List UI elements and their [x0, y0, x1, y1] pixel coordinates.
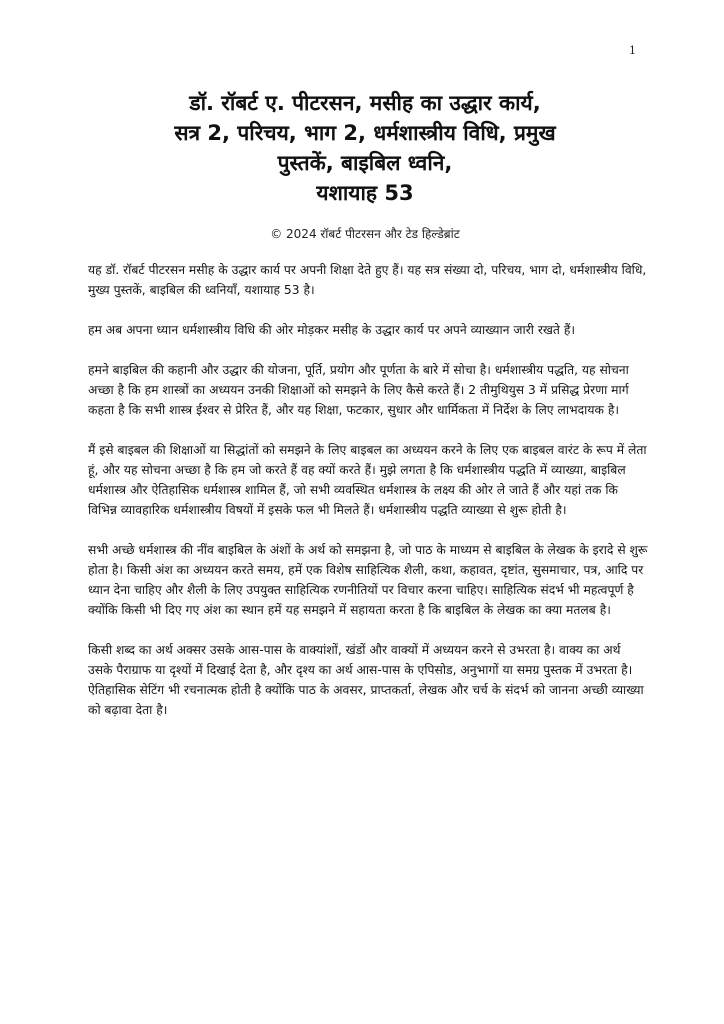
paragraph: यह डॉ. रॉबर्ट पीटरसन मसीह के उद्धार कार्य पर अपनी शिक्षा देते हुए हैं। यह सत्र संख्या दो, परिचय, भाग दो, धर्मशास्त्रीय विधि, मुख्य पुस्तकें, बाइबिल की ध्वनियाँ, यशायाह 53 है।: [88, 263, 647, 297]
title-line: पुस्तकें, बाइबिल ध्वनि,: [277, 151, 453, 175]
title-line: डॉ. रॉबर्ट ए. पीटरसन, मसीह का उद्धार कार्य,: [189, 91, 541, 115]
paragraph: मैं इसे बाइबल की शिक्षाओं या सिद्धांतों को समझने के लिए बाइबल का अध्ययन करने के लिए एक बाइबल वारंट के रूप में लेता हूं, और यह सोचना अच्छा है कि हम जो करते हैं वह क्यों करते हैं। मुझे लगता है कि धर्मशास्त्रीय पद्धति में व्याख्या, बाइबिल धर्मशास्त्र और ऐतिहासिक धर्मशास्त्र शामिल हैं, जो सभी व्यवस्थित धर्मशास्त्र के लक्ष्य की ओर ले जाते हैं और यहां तक कि विभिन्न व्यावहारिक धर्मशास्त्रीय विषयों में इसके फल भी मिलते हैं। धर्मशास्त्रीय पद्धति व्याख्या से शुरू होती है।: [88, 443, 647, 517]
document-title: [60, 88, 670, 208]
paragraph: हमने बाइबिल की कहानी और उद्धार की योजना, पूर्ति, प्रयोग और पूर्णता के बारे में सोचा है। धर्मशास्त्रीय पद्धति, यह सोचना अच्छा है कि हम शास्त्रों का अध्ययन उनकी शिक्षाओं को समझने के लिए कैसे करते हैं। 2 तीमुथियुस 3 में प्रसिद्ध प्रेरणा मार्ग कहता है कि सभी शास्त्र ईश्वर से प्रेरित हैं, और यह शिक्षा, फटकार, सुधार और धार्मिकता में निर्देश के लिए लाभदायक है।: [88, 363, 629, 417]
title-line: यशायाह 53: [316, 181, 414, 205]
title-line: सत्र 2, परिचय, भाग 2, धर्मशास्त्रीय विधि, प्रमुख: [174, 121, 556, 145]
paragraph: सभी अच्छे धर्मशास्त्र की नींव बाइबिल के अंशों के अर्थ को समझना है, जो पाठ के माध्यम से बाइबिल के लेखक के इरादे से शुरू होता है। किसी अंश का अध्ययन करते समय, हमें एक विशेष साहित्यिक शैली, कथा, कहावत, दृष्टांत, सुसमाचार, पत्र, आदि पर ध्यान देना चाहिए और शैली के लिए उपयुक्त साहित्यिक रणनीतियों पर विचार करना चाहिए। साहित्यिक संदर्भ भी महत्वपूर्ण है क्योंकि किसी भी दिए गए अंश का स्थान हमें यह समझने में सहायता करता है कि बाइबिल के लेखक का क्या मतलब है।: [88, 543, 648, 617]
page-number: 1: [629, 44, 636, 57]
paragraph: हम अब अपना ध्यान धर्मशास्त्रीय विधि की ओर मोड़कर मसीह के उद्धार कार्य पर अपने व्याख्यान जारी रखते हैं।: [88, 323, 576, 337]
document-body: [88, 260, 648, 740]
paragraph: किसी शब्द का अर्थ अक्सर उसके आस-पास के वाक्यांशों, खंडों और वाक्यों में अध्ययन करने से उभरता है। वाक्य का अर्थ उसके पैराग्राफ या दृश्यों में दिखाई देता है, और दृश्य का अर्थ आस-पास के एपिसोड, अनुभागों या समग्र पुस्तक में उभरता है। ऐतिहासिक सेटिंग भी रचनात्मक होती है क्योंकि पाठ के अवसर, प्राप्तकर्ता, लेखक और चर्च के संदर्भ को जानना अच्छी व्याख्या को बढ़ावा देता है।: [88, 643, 644, 717]
copyright-line: © 2024 रॉबर्ट पीटरसन और टेड हिल्डेब्रांट: [270, 227, 460, 241]
